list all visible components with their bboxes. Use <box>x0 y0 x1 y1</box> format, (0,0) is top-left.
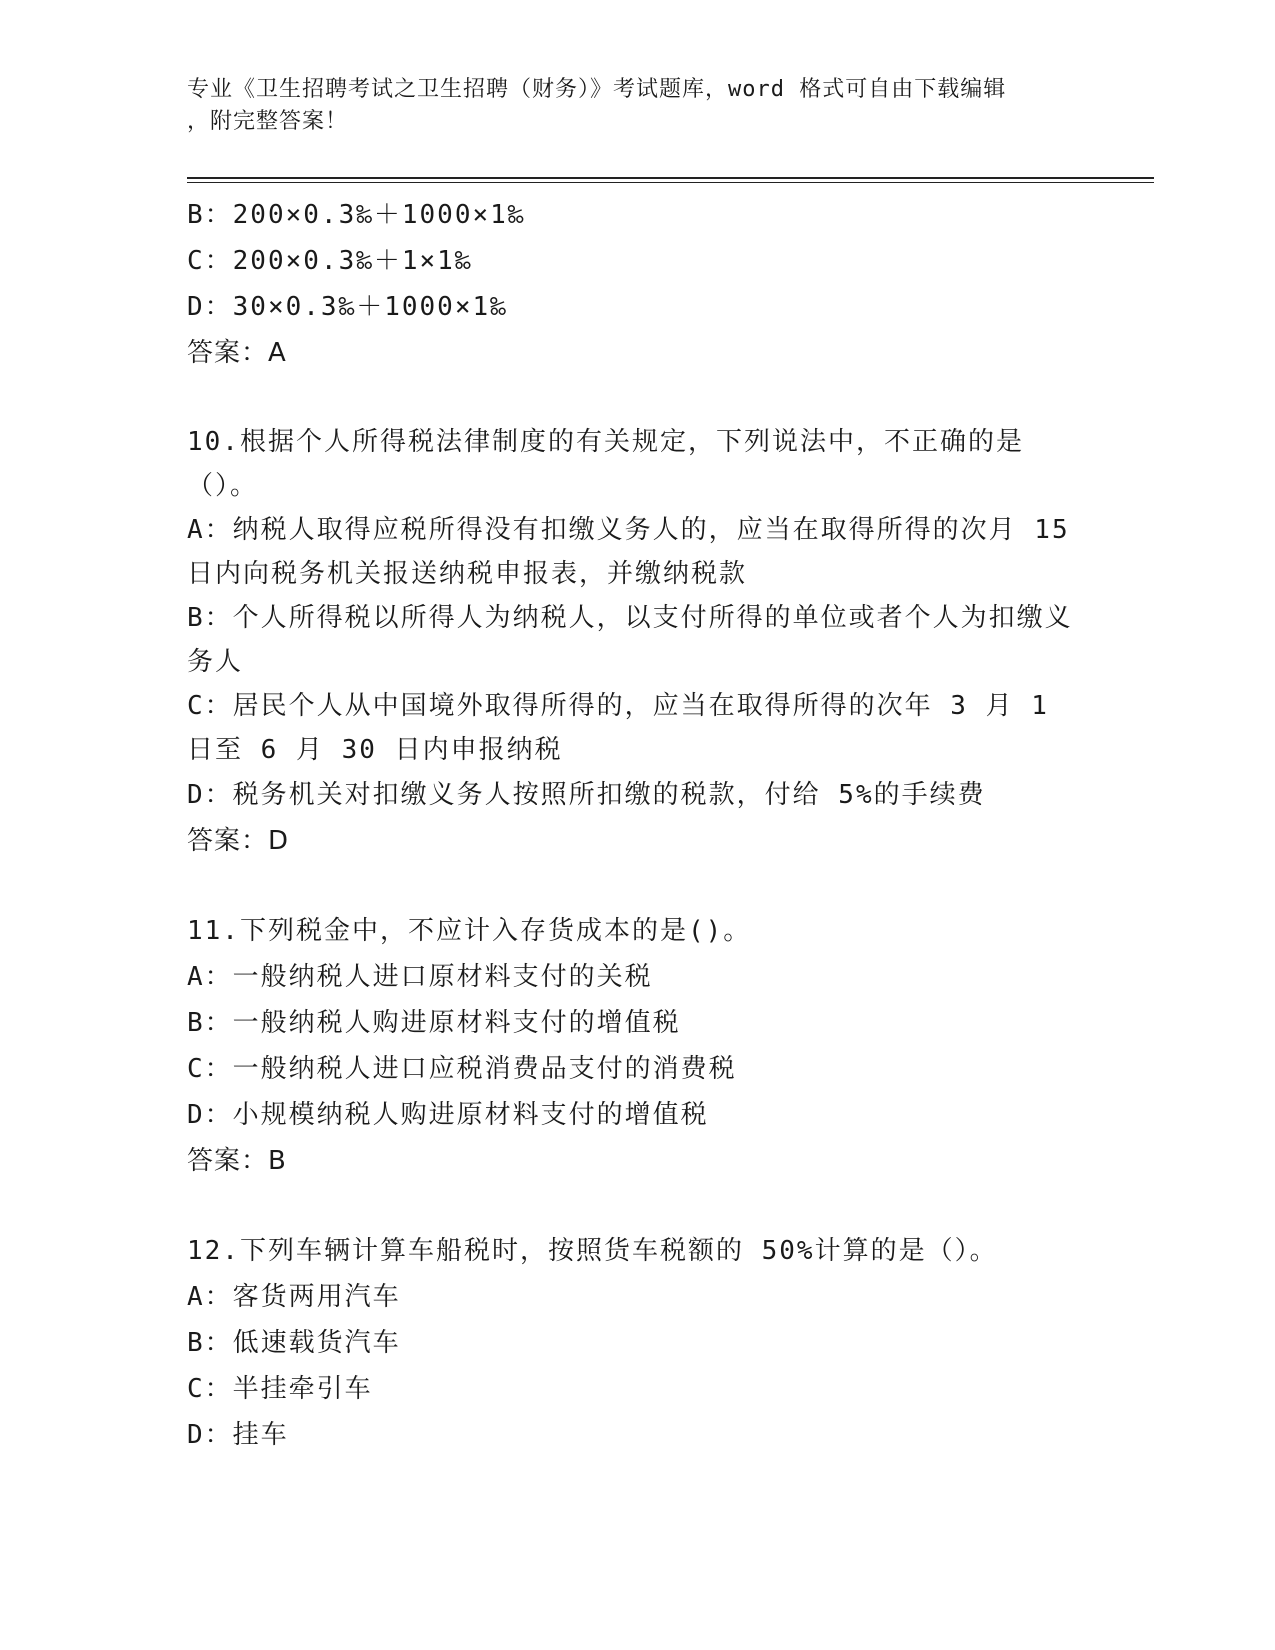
answer: 答案：D <box>187 826 290 856</box>
option-a: A：纳税人取得应税所得没有扣缴义务人的，应当在取得所得的次月 15 日内向税务机关报送纳税申报表，并缴纳税款 <box>187 515 1070 589</box>
question-stem: 11.下列税金中，不应计入存货成本的是()。 <box>187 916 752 946</box>
question-stem: 10.根据个人所得税法律制度的有关规定，下列说法中，不正确的是（）。 <box>187 427 1024 501</box>
option-b: B：个人所得税以所得人为纳税人，以支付所得的单位或者个人为扣缴义务人 <box>187 603 1073 677</box>
page-header <box>187 74 1087 138</box>
option-a: A：客货两用汽车 <box>187 1282 401 1312</box>
question-12 <box>187 1228 1087 1458</box>
option-a: A：一般纳税人进口原材料支付的关税 <box>187 962 653 992</box>
option-c: C：200×0.3‰＋1×1‰ <box>187 246 473 276</box>
header-line-2: ，附完整答案！ <box>187 109 349 134</box>
option-c: C：半挂牵引车 <box>187 1374 373 1404</box>
option-b: B：200×0.3‰＋1000×1‰ <box>187 200 526 230</box>
question-stem: 12.下列车辆计算车船税时，按照货车税额的 50%计算的是（）。 <box>187 1236 998 1266</box>
header-line-1: 专业《卫生招聘考试之卫生招聘（财务）》考试题库，word 格式可自由下载编辑 <box>187 77 1007 102</box>
option-c: C：居民个人从中国境外取得所得的，应当在取得所得的次年 3 月 1 日至 6 月 30 日内申报纳税 <box>187 691 1049 765</box>
option-b: B：低速载货汽车 <box>187 1328 401 1358</box>
answer: 答案：B <box>187 1146 287 1176</box>
option-b: B：一般纳税人购进原材料支付的增值税 <box>187 1008 681 1038</box>
question-11 <box>187 908 1087 1184</box>
header-divider <box>187 177 1154 183</box>
option-d: D：挂车 <box>187 1420 289 1450</box>
question-10 <box>187 420 1087 864</box>
option-d: D：小规模纳税人购进原材料支付的增值税 <box>187 1100 709 1130</box>
question-9 <box>187 192 1087 376</box>
answer: 答案：A <box>187 338 287 368</box>
option-c: C：一般纳税人进口应税消费品支付的消费税 <box>187 1054 737 1084</box>
option-d: D：税务机关对扣缴义务人按照所扣缴的税款，付给 5%的手续费 <box>187 780 986 810</box>
document-body <box>187 192 1087 1458</box>
option-d: D：30×0.3‰＋1000×1‰ <box>187 292 508 322</box>
